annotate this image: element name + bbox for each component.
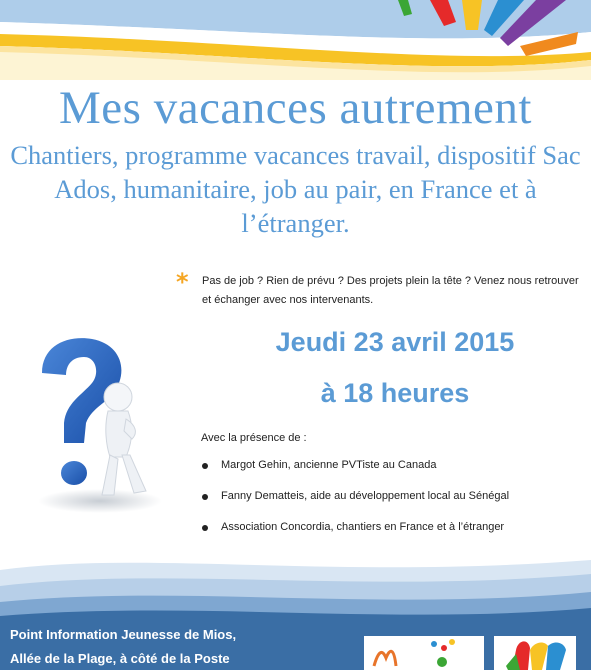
guest-list: [202, 459, 582, 552]
intro-text: Pas de job ? Rien de prévu ? Des projets plein la tête ? Venez nous retrouver et échanger avec nos intervenants.: [202, 275, 579, 306]
asterisk-icon: *: [176, 268, 189, 296]
pij-logo-icon: [494, 636, 576, 670]
mios-logo-icon: [364, 636, 484, 670]
question-mark-figure-icon: [30, 335, 165, 515]
guest-name: Association Concordia, chantiers en France et à l’étranger: [221, 521, 505, 533]
event-time: à 18 heures: [320, 378, 470, 408]
address-line-1: Point Information Jeunesse de Mios,: [10, 627, 237, 642]
poster-title: Mes vacances autrement: [59, 82, 532, 134]
footer-address: [10, 623, 236, 670]
presence-label: Avec la présence de :: [201, 432, 307, 444]
bullet-icon: [202, 525, 208, 531]
header-decoration: [0, 0, 591, 80]
address-line-2: Allée de la Plage, à côté de la Poste: [10, 651, 230, 666]
bullet-icon: [202, 494, 208, 500]
poster-subtitle: Chantiers, programme vacances travail, dispositif Sac Ados, humanitaire, job au pair, en France et à l’étranger.: [10, 140, 581, 238]
guest-name: Margot Gehin, ancienne PVTiste au Canada: [221, 459, 437, 471]
bullet-icon: [202, 463, 208, 469]
guest-name: Fanny Dematteis, aide au développement local au Sénégal: [221, 490, 510, 502]
intro-block: [176, 268, 588, 310]
list-item: [202, 459, 582, 490]
event-date: Jeudi 23 avril 2015: [275, 327, 515, 357]
list-item: [202, 490, 582, 521]
